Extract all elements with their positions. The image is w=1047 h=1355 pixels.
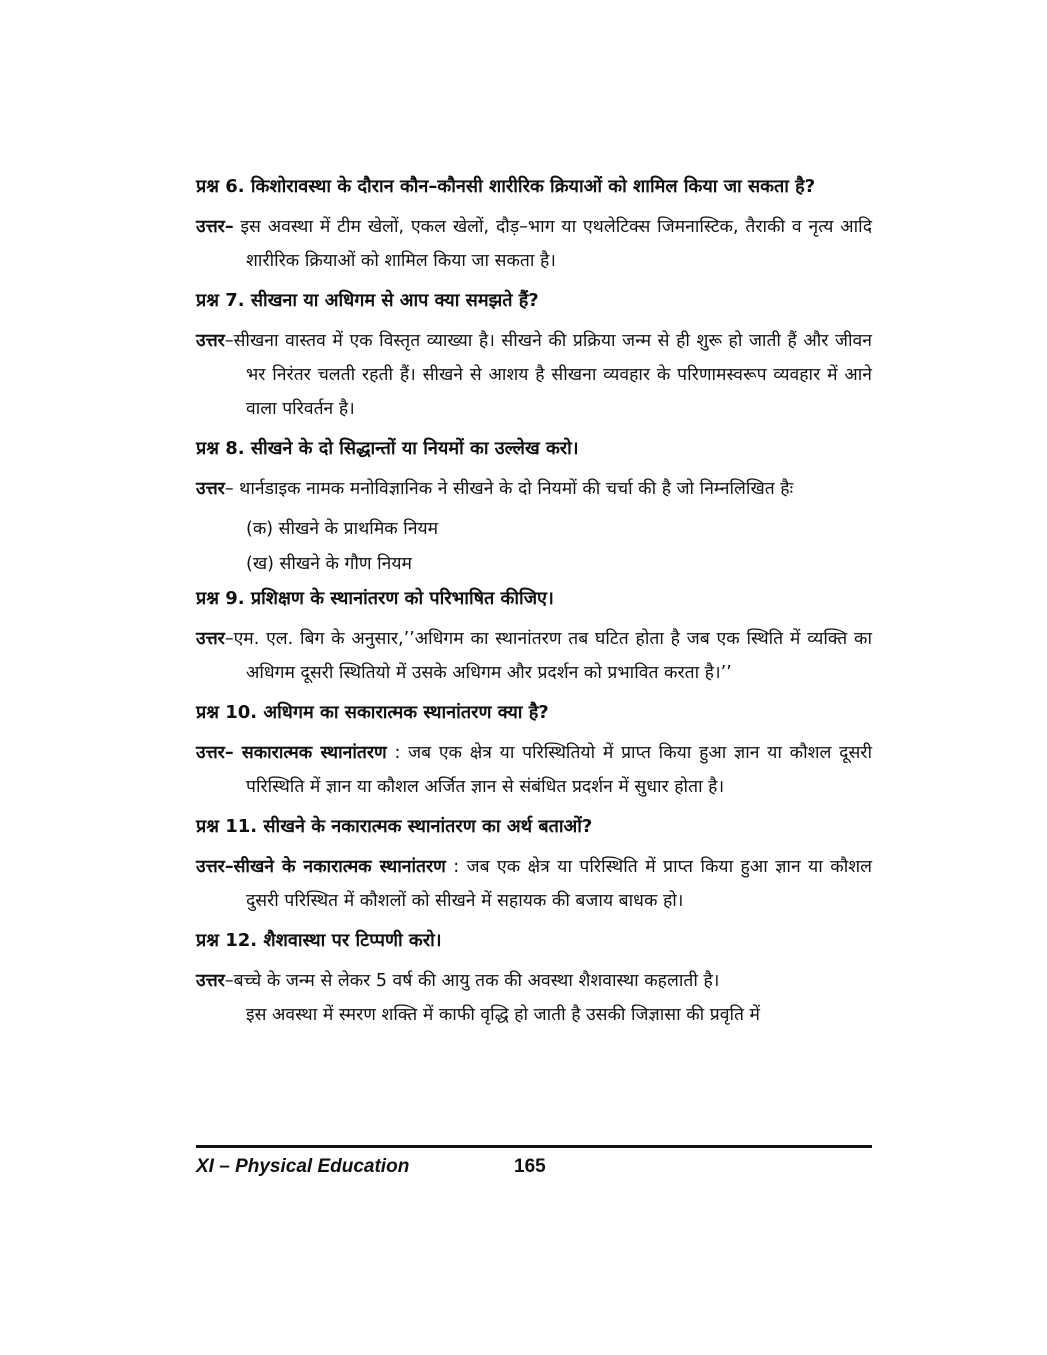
answer-12-continuation: इस अवस्था में स्मरण शक्ति में काफी वृद्धि हो जाती है उसकी जिज्ञासा की प्रवृति में	[246, 1005, 760, 1025]
answer-text: –बच्चे के जन्म से लेकर 5 वर्ष की आयु तक की अवस्था शैशवास्था कहलाती है।	[224, 971, 720, 991]
page-content	[196, 170, 872, 1032]
question-10: प्रश्न 10. अधिगम का सकारात्मक स्थानांतरण क्या है?	[196, 702, 549, 723]
answer-10	[196, 736, 872, 804]
answer-label: उत्तर– सकारात्मक स्थानांतरण	[196, 743, 387, 763]
answer-text: : जब एक क्षेत्र या परिस्थितियो में प्राप्त किया हुआ ज्ञान या कौशल दूसरी परिस्थिति में ज्ञान या कौशल अर्जित ज्ञान से संबंधित प्रदर्शन में सुधार होता है।	[246, 743, 872, 797]
answer-text: : जब एक क्षेत्र या परिस्थिति में प्राप्त किया हुआ ज्ञान या कौशल दुसरी परिस्थित में कौशलों को सीखने में सहायक की बजाय बाधक हो।	[246, 857, 872, 911]
answer-label: उत्तर–सीखने के नकारात्मक स्थानांतरण	[196, 857, 446, 877]
question-9: प्रश्न 9. प्रशिक्षण के स्थानांतरण को परिभाषित कीजिए।	[196, 588, 554, 609]
answer-label: उत्तर	[196, 331, 225, 351]
answer-label: उत्तर	[196, 971, 225, 991]
answer-6	[196, 210, 872, 278]
question-11: प्रश्न 11. सीखने के नकारात्मक स्थानांतरण का अर्थ बताओं?	[196, 816, 593, 837]
answer-7	[196, 324, 872, 426]
list-item: (ख) सीखने के गौण नियम	[246, 554, 412, 574]
question-7: प्रश्न 7. सीखना या अधिगम से आप क्या समझते हैं?	[196, 290, 539, 311]
answer-text: इस अवस्था में टीम खेलों, एकल खेलों, दौड़–भाग या एथलेटिक्स जिमनास्टिक, तैराकी व नृत्य आदि शारीरिक क्रियाओं को शामिल किया जा सकता है।	[233, 217, 872, 271]
answer-8	[196, 472, 872, 506]
answer-label: उत्तर	[196, 629, 225, 649]
footer-title: XI – Physical Education	[196, 1156, 410, 1177]
list-item: (क) सीखने के प्राथमिक नियम	[246, 519, 439, 539]
answer-label: उत्तर	[196, 479, 225, 499]
answer-text: –सीखना वास्तव में एक विस्तृत व्याख्या है। सीखने की प्रक्रिया जन्म से ही शुरू हो जाती हैं और जीवन भर निरंतर चलती रहती हैं। सीखने से आशय है सीखना व्यवहार के परिणामस्वरूप व्यवहार में आने वाला परिवर्तन है।	[224, 331, 872, 419]
answer-11	[196, 850, 872, 918]
answer-text: – थार्नडाइक नामक मनोविज्ञानिक ने सीखने के दो नियमों की चर्चा की है जो निम्नलिखित हैः	[224, 479, 794, 499]
question-8: प्रश्न 8. सीखने के दो सिद्धान्तों या नियमों का उल्लेख करो।	[196, 438, 579, 459]
answer-text: –एम. एल. बिग के अनुसार,’’अधिगम का स्थानांतरण तब घटित होता है जब एक स्थिति में व्यक्ति का अधिगम दूसरी स्थितियो में उसके अधिगम और प्रदर्शन को प्रभावित करता है।’’	[224, 629, 872, 683]
answer-9	[196, 622, 872, 690]
page-number: 165	[514, 1156, 546, 1177]
question-6: प्रश्न 6. किशोरावस्था के दौरान कौन–कौनसी शारीरिक क्रियाओं को शामिल किया जा सकता है?	[196, 176, 816, 197]
question-12: प्रश्न 12. शैशवास्था पर टिप्पणी करो।	[196, 930, 442, 951]
footer-divider	[196, 1145, 872, 1148]
answer-12	[196, 964, 872, 998]
answer-label: उत्तर–	[196, 217, 234, 237]
